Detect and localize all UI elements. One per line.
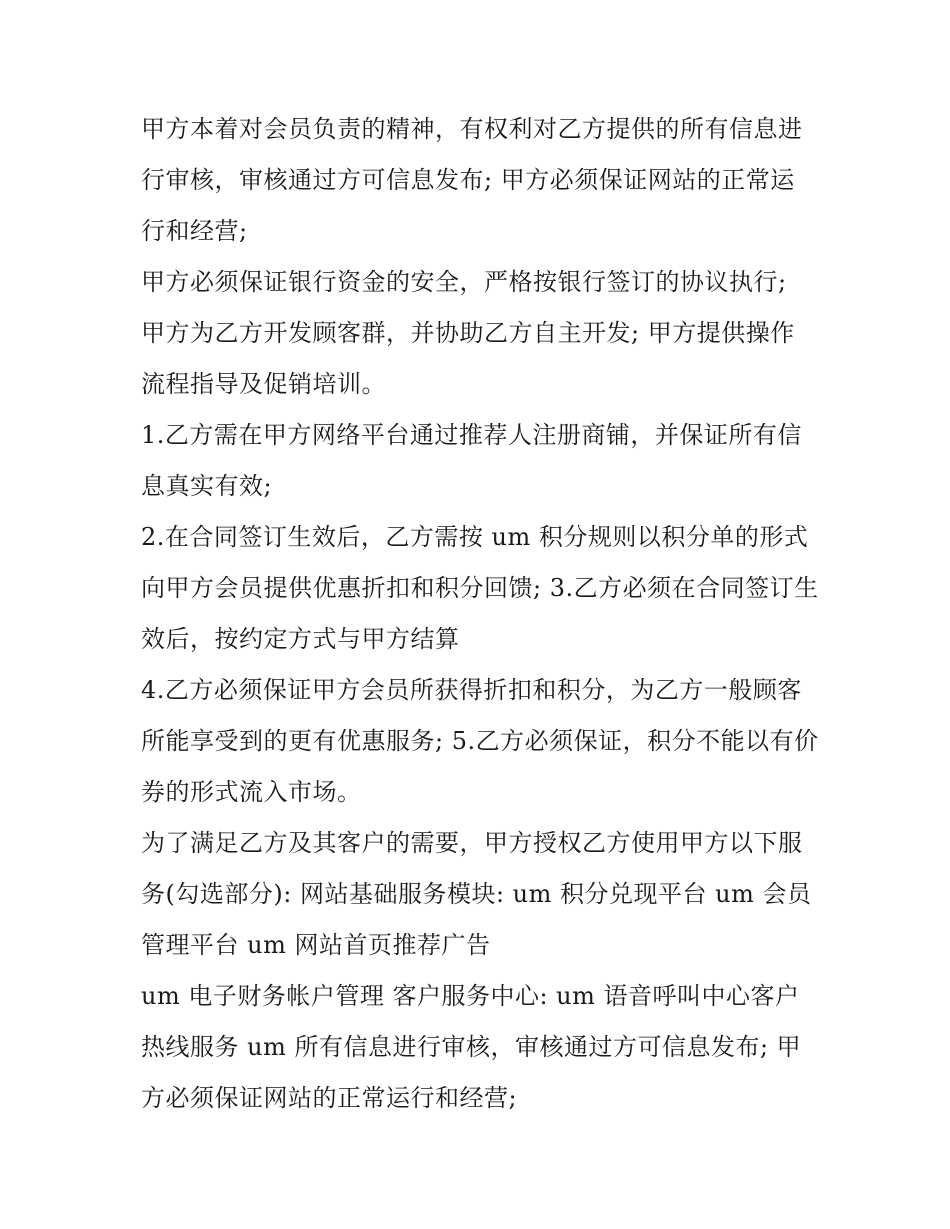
paragraph-3: 甲方为乙方开发顾客群，并协助乙方自主开发; 甲方提供操作流程指导及促销培训。 xyxy=(141,319,795,398)
paragraph-6: 4.乙方必须保证甲方会员所获得折扣和积分，为乙方一般顾客所能享受到的更有优惠服务; 5.乙方必须保证，积分不能以有价券的形式流入市场。 xyxy=(141,676,819,806)
document-body xyxy=(141,104,819,1124)
paragraph-8: um 电子财务帐户管理 客户服务中心: um 语音呼叫中心客户热线服务 um 所有信息进行审核，审核通过方可信息发布; 甲方必须保证网站的正常运行和经营; xyxy=(141,982,802,1112)
paragraph-7: 为了满足乙方及其客户的需要，甲方授权乙方使用甲方以下服务(勾选部分): 网站基础服务模块: um 积分兑现平台 um 会员管理平台 um 网站首页推荐广告 xyxy=(141,829,812,959)
paragraph-2: 甲方必须保证银行资金的安全，严格按银行签订的协议执行; xyxy=(141,268,787,296)
paragraph-5: 2.在合同签订生效后，乙方需按 um 积分规则以积分单的形式向甲方会员提供优惠折扣和积分回馈; 3.乙方必须在合同签订生效后，按约定方式与甲方结算 xyxy=(141,523,819,653)
paragraph-4: 1.乙方需在甲方网络平台通过推荐人注册商铺，并保证所有信息真实有效; xyxy=(141,421,802,500)
paragraph-1: 甲方本着对会员负责的精神，有权利对乙方提供的所有信息进行审核，审核通过方可信息发布; 甲方必须保证网站的正常运行和经营; xyxy=(141,115,803,245)
